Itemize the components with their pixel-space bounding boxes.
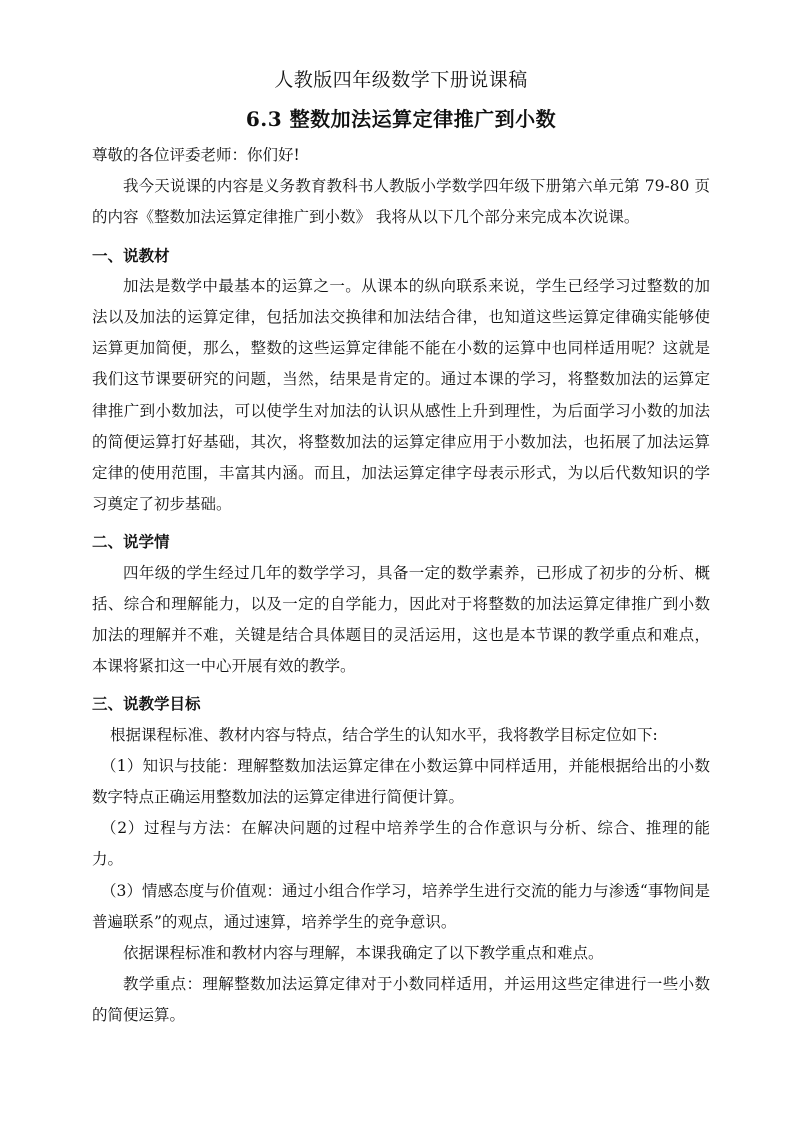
teaching-key-point: 教学重点：理解整数加法运算定律对于小数同样适用，并运用这些定律进行一些小数的简便运算。: [92, 975, 710, 1025]
section-heading-students: 二、说学情: [92, 532, 170, 552]
section-heading-textbook: 一、说教材: [92, 245, 170, 265]
document-subtitle: 6.3 整数加法运算定律推广到小数: [245, 107, 557, 131]
section-body-textbook: 加法是数学中最基本的运算之一。从课本的纵向联系来说，学生已经学习过整数的加法以及加法的运算定律，包括加法交换律和加法结合律，也知道这些运算定律确实能够使运算更加简便，那么，整数的这些运算定律能不能在小数的运算中也同样适用呢？这就是我们这节课要研究的问题，当然，结果是肯定的。通过本课的学习，将整数加法的运算定律推广到小数加法，可以使学生对加法的认识从感性上升到理性，为后面学习小数的加法的简便运算打好基础，其次，将整数加法的运算定律应用于小数加法，也拓展了加法运算定律的使用范围，丰富其内涵。而且，加法运算定律字母表示形式，为以后代数知识的学习奠定了初步基础。: [92, 276, 710, 514]
section-body-students: 四年级的学生经过几年的数学学习，具备一定的数学素养，已形成了初步的分析、概括、综合和理解能力，以及一定的自学能力，因此对于将整数的加法运算定律推广到小数加法的理解并不难，关键是结合具体题目的灵活运用，这也是本节课的教学重点和难点，本课将紧扣这一中心开展有效的教学。: [92, 563, 710, 676]
document-page: [92, 66, 710, 1032]
greeting: 尊敬的各位评委老师：你们好!: [92, 146, 300, 164]
objective-process-methods: （2）过程与方法：在解决问题的过程中培养学生的合作意识与分析、综合、推理的能力。: [92, 819, 710, 869]
objectives-lead: 根据课程标准、教材内容与特点，结合学生的认知水平，我将教学目标定位如下:: [110, 725, 658, 744]
document-title: 人教版四年级数学下册说课稿: [274, 69, 528, 91]
objective-knowledge-skills: （1）知识与技能：理解整数加法运算定律在小数运算中同样适用，并能根据给出的小数数字特点正确运用整数加法的运算定律进行简便计算。: [92, 756, 710, 807]
intro-paragraph: 我今天说课的内容是义务教育教科书人教版小学数学四年级下册第六单元第 79-80 页的内容《整数加法运算定律推广到小数》 我将从以下几个部分来完成本次说课。: [92, 177, 710, 227]
key-points-basis: 依据课程标准和教材内容与理解，本课我确定了以下教学重点和难点。: [123, 944, 604, 963]
objective-attitude-values: （3）情感态度与价值观：通过小组合作学习，培养学生进行交流的能力与渗透“事物间是普遍联系”的观点，通过速算，培养学生的竞争意识。: [92, 881, 710, 931]
section-heading-objectives: 三、说教学目标: [92, 694, 201, 714]
